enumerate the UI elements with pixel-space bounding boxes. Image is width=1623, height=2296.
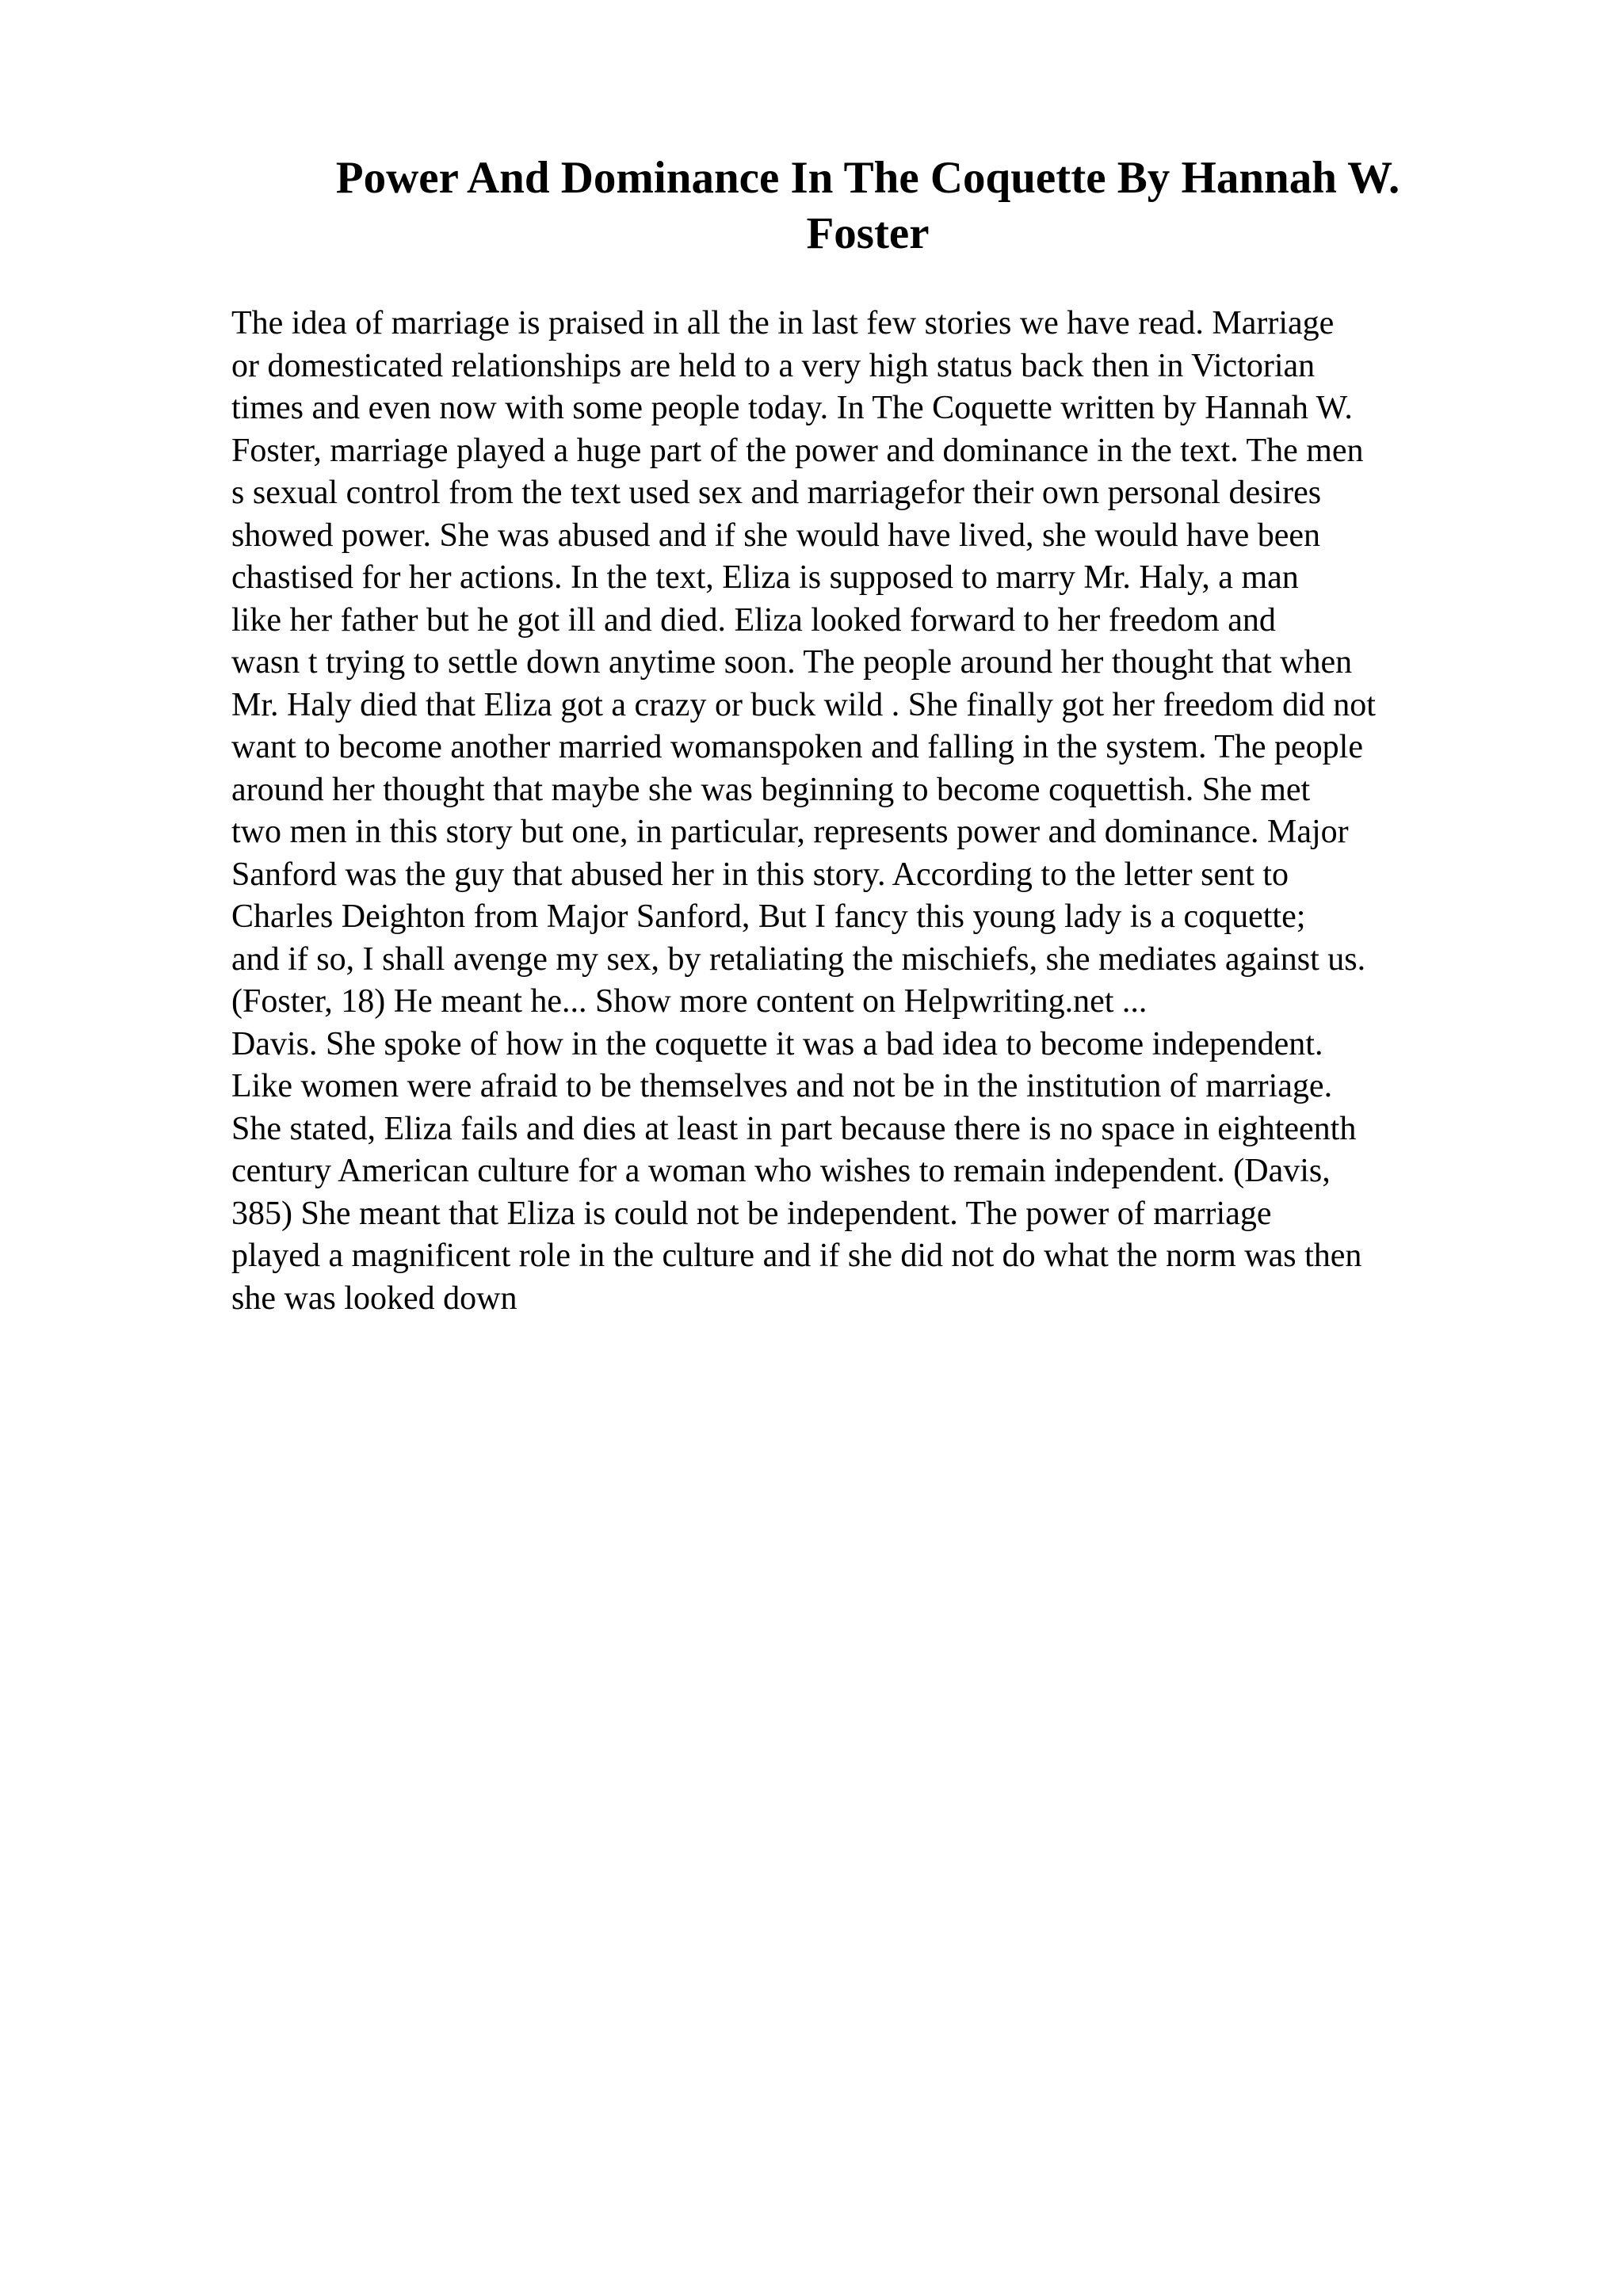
- text-line: Charles Deighton from Major Sanford, But I fancy this young lady is a coquette;: [231, 898, 1306, 935]
- text-line: she was looked down: [231, 1280, 517, 1317]
- text-line: Sanford was the guy that abused her in this story. According to the letter sent to: [231, 856, 1289, 893]
- text-line: around her thought that maybe she was beginning to become coquettish. She met: [231, 771, 1311, 808]
- text-line: s sexual control from the text used sex and marriagefor their own personal desires: [231, 475, 1322, 511]
- text-line: (Foster, 18) He meant he... Show more content on Helpwriting.net ...: [231, 983, 1148, 1020]
- text-line: and if so, I shall avenge my sex, by retaliating the mischiefs, she mediates against us.: [231, 940, 1366, 978]
- text-line: times and even now with some people today. In The Coquette written by Hannah W.: [231, 390, 1353, 426]
- text-line: Foster, marriage played a huge part of the power and dominance in the text. The men: [231, 432, 1364, 469]
- text-line: century American culture for a woman who wishes to remain independent. (Davis,: [231, 1153, 1331, 1189]
- document-title: [230, 151, 1506, 261]
- title-line-2: Foster: [806, 208, 930, 258]
- title-line-1: Power And Dominance In The Coquette By Hannah W.: [335, 153, 1400, 203]
- text-line: Mr. Haly died that Eliza got a crazy or buck wild . She finally got her freedom did not: [231, 686, 1376, 723]
- text-line: want to become another married womanspoken and falling in the system. The people: [231, 729, 1363, 765]
- text-line: chastised for her actions. In the text, Eliza is supposed to marry Mr. Haly, a man: [231, 559, 1299, 596]
- text-line: 385) She meant that Eliza is could not be independent. The power of marriage: [231, 1195, 1272, 1232]
- text-line: like her father but he got ill and died. Eliza looked forward to her freedom and: [231, 601, 1276, 639]
- text-line: Davis. She spoke of how in the coquette it was a bad idea to become independent.: [231, 1025, 1323, 1062]
- text-line: wasn t trying to settle down anytime soon. The people around her thought that when: [231, 644, 1353, 681]
- text-line: showed power. She was abused and if she would have lived, she would have been: [231, 517, 1321, 554]
- text-line: Like women were afraid to be themselves and not be in the institution of marriage.: [231, 1068, 1333, 1104]
- text-line: played a magnificent role in the culture and if she did not do what the norm was then: [231, 1238, 1362, 1274]
- text-line: She stated, Eliza fails and dies at least in part because there is no space in eighteenth: [231, 1110, 1357, 1147]
- essay-body: [231, 303, 1515, 1320]
- text-line: The idea of marriage is praised in all the in last few stories we have read. Marriage: [231, 305, 1335, 341]
- text-line: or domesticated relationships are held to a very high status back then in Victorian: [231, 347, 1316, 384]
- text-line: two men in this story but one, in particular, represents power and dominance. Major: [231, 814, 1349, 850]
